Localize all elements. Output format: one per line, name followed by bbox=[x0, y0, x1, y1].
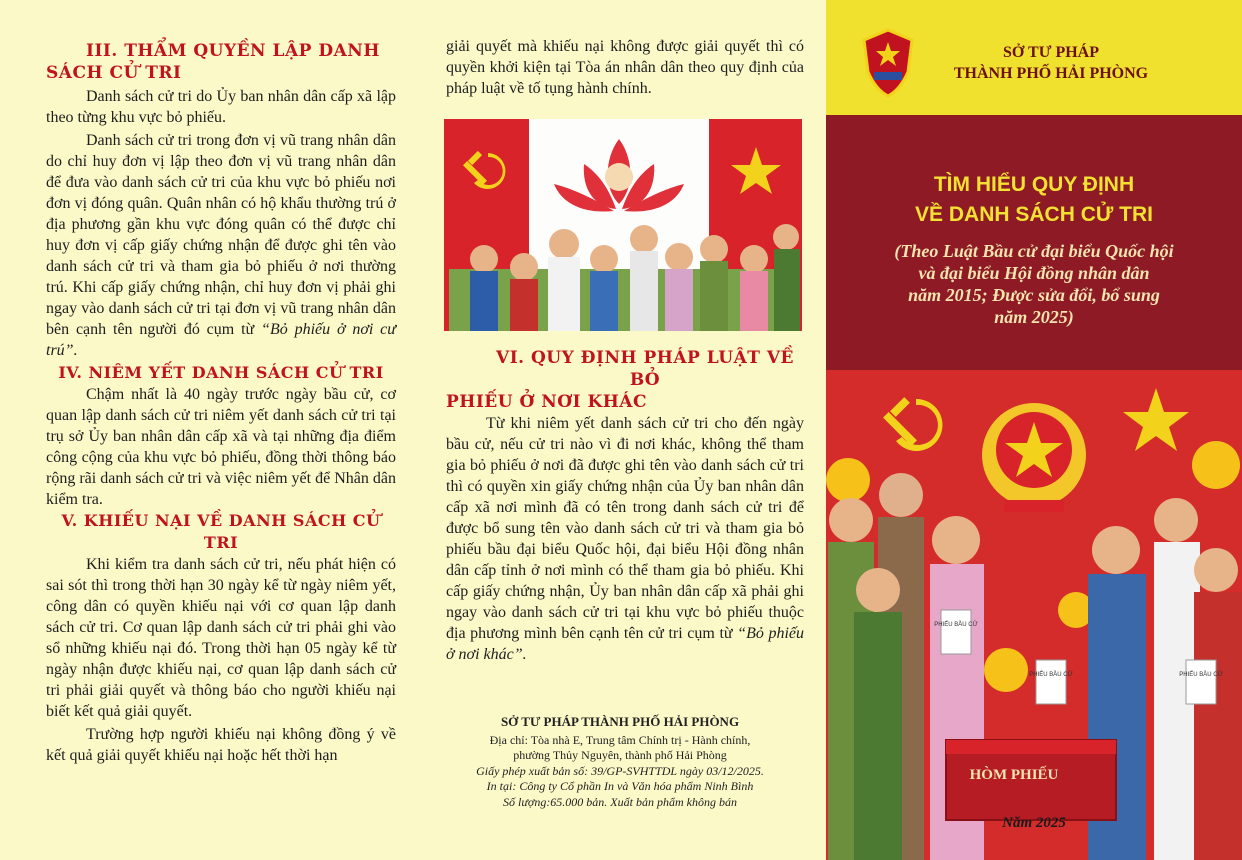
paragraph: Chậm nhất là 40 ngày trước ngày bầu cử, cơ quan lập danh sách cử tri niêm yết danh sách cử tri tại trụ sở Ủy ban nhân dân cấp xã và tại những địa điểm công cộng của khu vực bỏ phiếu, đồng thời thông báo rộng rãi danh sách cử tri và việc niêm yết để Nhân dân kiểm tra. bbox=[46, 386, 396, 508]
election-poster-illustration bbox=[444, 119, 802, 331]
paragraph: giải quyết mà khiếu nại không được giải quyết thì có quyền khởi kiện tại Tòa án nhân dân theo quy định của pháp luật về tố tụng hành chính. bbox=[446, 38, 804, 97]
paragraph-text: Danh sách cử tri trong đơn vị vũ trang nhân dân do chỉ huy đơn vị lập theo đơn vị vũ trang nhân dân để đưa vào danh sách cử tri của khu vực bỏ phiếu nơi đơn vị đóng quân. Quân nhân có hộ khẩu thường trú ở địa phương gần khu vực đóng quân có thể được chỉ huy đơn vị cấp giấy chứng nhận để được ghi tên vào danh sách cử tri và tham gia bỏ phiếu ở nơi thường trú. Khi cấp giấy chứng nhận, chỉ huy đơn vị phải ghi ngay vào danh sách cử tri tại đơn vị vũ trang nhân dân bên cạnh tên người đó cụm từ bbox=[46, 132, 396, 338]
subtitle-line2: và đại biểu Hội đồng nhân dân bbox=[918, 263, 1150, 283]
publisher-printer: In tại: Công ty Cổ phần In và Văn hóa phẩm Ninh Bình bbox=[486, 779, 754, 793]
hammer-sickle-icon bbox=[883, 397, 942, 451]
cover-subtitle bbox=[856, 240, 1212, 328]
section-heading-iii bbox=[46, 40, 396, 62]
paragraph: Danh sách cử tri do Ủy ban nhân dân cấp xã lập theo từng khu vực bỏ phiếu. bbox=[46, 88, 396, 126]
cover-title-line2: VỀ DANH SÁCH CỬ TRI bbox=[915, 203, 1153, 226]
org-line1: SỞ TƯ PHÁP bbox=[1002, 44, 1099, 61]
publisher-info bbox=[445, 714, 795, 810]
paragraph bbox=[446, 413, 804, 665]
cover-year: Năm 2025 bbox=[1002, 815, 1066, 831]
poster-svg bbox=[444, 119, 802, 331]
quote-text: “Bỏ phiếu ở nơi khác”. bbox=[446, 625, 804, 663]
section-heading-iv: IV. NIÊM YẾT DANH SÁCH CỬ TRI bbox=[58, 363, 384, 382]
leaflet-cover bbox=[826, 0, 1242, 860]
publisher-quantity: Số lượng:65.000 bản. Xuất bản phẩm không bán bbox=[503, 794, 737, 809]
ballot-box-label: HÒM PHIẾU bbox=[969, 767, 1059, 783]
national-emblem-icon bbox=[982, 403, 1086, 512]
cover-header bbox=[826, 0, 1242, 115]
heading-line: III. THẨM QUYỀN LẬP DANH bbox=[86, 41, 380, 61]
subtitle-line3: năm 2015; Được sửa đổi, bổ sung bbox=[908, 285, 1160, 305]
ballot-paper-label: PHIẾU BẦU CỬ bbox=[1179, 672, 1223, 678]
org-line2: THÀNH PHỐ HẢI PHÒNG bbox=[953, 65, 1149, 82]
publisher-address-line1: Địa chỉ: Tòa nhà E, Trung tâm Chính trị - Hành chính, bbox=[489, 732, 751, 747]
section-heading-v: V. KHIẾU NẠI VỀ DANH SÁCH CỬ TRI bbox=[61, 511, 381, 552]
section-heading-vi-cont: PHIẾU Ở NƠI KHÁC bbox=[446, 392, 648, 412]
ballot-paper-label: PHIẾU BẦU CỬ bbox=[934, 622, 978, 628]
cover-title-line1: TÌM HIỂU QUY ĐỊNH bbox=[933, 173, 1135, 196]
paragraph bbox=[46, 130, 396, 361]
quote-text: “Bỏ phiếu ở nơi cư trú”. bbox=[46, 321, 397, 359]
section-heading-iii-cont bbox=[46, 62, 396, 84]
star-icon bbox=[1123, 388, 1189, 451]
ballot-paper-label: PHIẾU BẦU CỬ bbox=[1029, 672, 1073, 678]
paragraph: Trường hợp người khiếu nại không đồng ý về kết quả giải quyết khiếu nại hoặc hết thời hạn bbox=[46, 726, 396, 764]
justice-emblem-icon bbox=[860, 28, 916, 98]
portrait-icon bbox=[605, 163, 633, 191]
heading-line: VI. QUY ĐỊNH PHÁP LUẬT VỀ BỎ bbox=[496, 348, 794, 390]
paragraph-text: Từ khi niêm yết danh sách cử tri cho đến ngày bầu cử, nếu cử tri nào vì đi nơi khác, không thể tham gia bỏ phiếu ở nơi đã được ghi tên vào danh sách cử tri thì có quyền xin giấy chứng nhận của Ủy ban nhân dân cấp xã nơi mình đã có tên trong danh sách cử tri để được bổ sung tên vào danh sách cử tri và tham gia bỏ phiếu bầu đại biểu Quốc hội, đại biểu Hội đồng nhân dân cấp tỉnh ở nơi mình có thể tham gia bỏ phiếu. Khi cấp giấy chứng nhận, Ủy ban nhân dân cấp xã phải ghi ngay vào danh sách cử tri tại khu vực bỏ phiếu thuộc địa phương mình bên cạnh tên cử tri cụm từ bbox=[446, 415, 804, 642]
subtitle-line4: năm 2025) bbox=[994, 307, 1074, 327]
cover-illustration-svg bbox=[826, 370, 1242, 860]
section-heading-vi bbox=[446, 347, 804, 391]
cover-organization bbox=[921, 42, 1181, 84]
cover-illustration bbox=[826, 370, 1242, 860]
subtitle-line1: (Theo Luật Bầu cử đại biểu Quốc hội bbox=[894, 241, 1174, 261]
publisher-license: Giấy phép xuất bản số: 39/GP-SVHTTDL ngày 03/12/2025. bbox=[476, 763, 764, 778]
cover-title bbox=[826, 170, 1242, 230]
leaflet-column-left bbox=[0, 0, 418, 860]
heading-line: SÁCH CỬ TRI bbox=[46, 63, 182, 83]
publisher-name: SỞ TƯ PHÁP THÀNH PHỐ HẢI PHÒNG bbox=[500, 714, 740, 729]
paragraph: Khi kiểm tra danh sách cử tri, nếu phát hiện có sai sót thì trong thời hạn 30 ngày kể từ ngày niêm yết, công dân có quyền khiếu nại với cơ quan lập danh sách cử tri. Cơ quan lập danh sách cử tri phải ghi vào sổ những khiếu nại đó. Trong thời hạn 05 ngày kể từ ngày nhận được khiếu nại, cơ quan lập danh sách cử tri phải giải quyết và thông báo cho người khiếu nại biết kết quả giải quyết. bbox=[46, 556, 396, 720]
publisher-address-line2: phường Thủy Nguyên, thành phố Hải Phòng bbox=[513, 748, 727, 762]
